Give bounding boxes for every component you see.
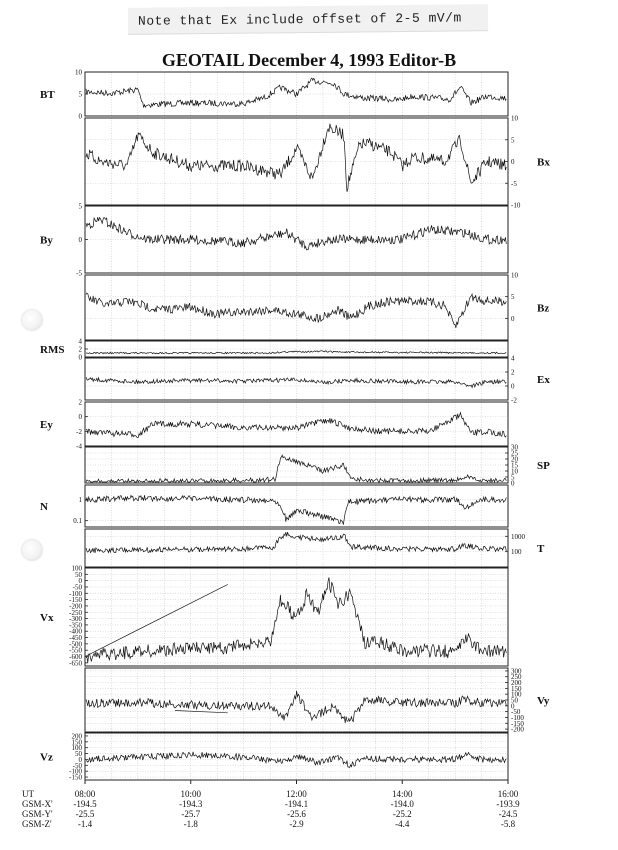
footer-value: -4.4 (395, 819, 410, 829)
panel-bz-label: Bz (537, 302, 550, 315)
panel-vx-series-line (86, 577, 506, 662)
panel-rms-series-line (86, 351, 506, 354)
panel-bt-tick-label: 0 (78, 112, 82, 121)
panel-vx-label: Vx (40, 612, 54, 624)
footer-value: -194.5 (73, 799, 97, 809)
panel-rms-label: RMS (40, 344, 65, 356)
footer-row-label-gsmy: GSM-Y' (22, 809, 53, 819)
footer-value: 08:00 (74, 789, 96, 799)
footer-value: 16:00 (497, 789, 519, 799)
footer-value: -24.5 (498, 809, 518, 819)
panel-bz-tick-label: 5 (511, 293, 515, 302)
panel-vx-tick-label: 0 (78, 577, 82, 586)
panel-vy-tick-label: 150 (511, 684, 522, 693)
footer-value: -1.4 (77, 819, 93, 829)
footer-value: -25.2 (392, 809, 412, 819)
panel-n-tick-label: 1 (78, 496, 82, 505)
footer-value: 14:00 (391, 789, 413, 799)
panel-vx-tick-label: -450 (69, 634, 82, 643)
panel-t-series-line (86, 532, 506, 553)
panel-bx-tick-label: 5 (511, 136, 515, 145)
panel-by-tick-label: 0 (78, 236, 82, 244)
panel-vy-tick-label: 50 (511, 696, 518, 705)
panel-vx-tick-label: -300 (69, 615, 82, 624)
panel-vz-tick-label: 100 (71, 744, 82, 753)
panel-bx-series-line (86, 124, 506, 192)
footer-value: -194.3 (179, 799, 203, 809)
panel-rms-tick-label: 4 (78, 337, 82, 346)
panel-ey-tick-label: -2 (76, 427, 82, 436)
panel-n-tick-label: 0.1 (73, 517, 82, 526)
panel-vy-label: Vy (537, 695, 550, 707)
panel-vz-tick-label: -50 (72, 761, 82, 770)
panel-bz-series-line (86, 293, 506, 328)
panel-bt-series-line (86, 78, 506, 107)
panel-bx-label: Bx (537, 156, 550, 169)
footer-value: 10:00 (180, 789, 202, 799)
panel-vx-tick-label: -150 (69, 596, 82, 605)
panel-sp-tick-label: 0 (511, 479, 515, 488)
panel-vz-tick-label: 50 (75, 750, 82, 759)
panel-by-label: By (40, 234, 53, 247)
panel-by-tick-label: -5 (76, 269, 82, 278)
panel-bx-tick-label: -10 (511, 201, 521, 210)
panel-vz-tick-label: -150 (69, 773, 82, 782)
panel-vx-tick-label: -50 (72, 583, 82, 592)
panel-bt-tick-label: 5 (78, 90, 82, 99)
panel-t-tick-label: 100 (511, 548, 522, 557)
panel-vx-tick-label: -550 (69, 646, 82, 655)
panel-vy-tick-label: 300 (511, 667, 522, 676)
panel-ey-label: Ey (40, 419, 53, 431)
chart-title: GEOTAIL December 4, 1993 Editor-B (161, 50, 457, 70)
panel-vy-tick-label: 0 (511, 702, 515, 711)
panel-vy-tick-label: -100 (511, 713, 524, 722)
offset-note-text: Note that Ex include offset of 2-5 mV/m (137, 10, 462, 29)
panel-t-label: T (537, 543, 545, 555)
footer-value: -25.7 (181, 809, 201, 819)
panel-bx-tick-label: 10 (511, 114, 518, 123)
panel-bz-tick-label: 10 (511, 271, 518, 280)
panel-ex-tick-label: -2 (511, 396, 517, 405)
panel-vz-tick-label: -100 (69, 767, 82, 776)
panel-vz-tick-label: 0 (78, 755, 82, 764)
panel-ex-label: Ex (537, 374, 550, 386)
panel-by-tick-label: 5 (78, 202, 82, 211)
panel-bt-label: BT (40, 89, 55, 101)
panel-vx-tick-label: -350 (69, 621, 82, 630)
panel-vx-tick-label: -100 (69, 589, 82, 598)
panel-by-series-line (86, 217, 506, 250)
panel-ey-tick-label: 2 (78, 398, 82, 407)
panel-ey-tick-label: -4 (76, 442, 82, 451)
panel-vx-tick-label: -400 (69, 627, 82, 636)
panel-sp-tick-label: 5 (511, 473, 515, 482)
panel-sp-label: SP (537, 460, 550, 472)
footer-value: -194.0 (390, 799, 414, 809)
footer-row-label-gsmz: GSM-Z' (22, 819, 52, 829)
footer-value: -194.1 (284, 799, 309, 809)
footer-value: 12:00 (286, 789, 307, 799)
footer-value: -193.9 (496, 799, 520, 809)
panel-rms-tick-label: 0 (78, 353, 82, 362)
panel-bx-tick-label: -5 (511, 179, 517, 188)
panel-vx-tick-label: 100 (71, 564, 82, 573)
panel-vx-overlay-line (85, 584, 228, 656)
panel-rms-tick-label: 2 (78, 345, 82, 354)
panel-vx-tick-label: -200 (69, 602, 82, 611)
panel-vx-tick-label: -500 (69, 640, 82, 649)
footer-value: -1.8 (183, 819, 198, 829)
panel-vy-tick-label: -50 (511, 708, 521, 717)
panel-vy-tick-label: -150 (511, 719, 524, 728)
panel-ey-series-line (86, 413, 506, 438)
footer-value: -25.5 (75, 809, 95, 819)
panel-sp-tick-label: 25 (511, 449, 518, 458)
panel-vz-tick-label: 150 (71, 738, 82, 747)
footer-value: -5.8 (500, 819, 516, 829)
panel-bz-tick-label: 0 (511, 314, 515, 323)
panel-n-label: N (40, 501, 48, 513)
panel-ex-tick-label: 2 (511, 368, 515, 377)
panel-ey-tick-label: 0 (78, 413, 82, 422)
footer-row-label-ut: UT (22, 789, 34, 799)
panel-vz-tick-label: 200 (71, 732, 82, 741)
panel-bt-tick-label: 10 (75, 68, 82, 77)
panel-vx-tick-label: 50 (75, 570, 82, 579)
panel-vy-tick-label: 100 (511, 690, 522, 699)
panel-vz-label: Vz (40, 751, 53, 764)
panel-vy-tick-label: -200 (511, 725, 524, 734)
panel-bx-tick-label: 0 (511, 158, 515, 166)
panel-ex-tick-label: 0 (511, 382, 515, 391)
panel-vx-tick-label: -250 (69, 608, 82, 617)
panel-vy-tick-label: 250 (511, 673, 522, 682)
panel-vy-tick-label: 200 (511, 679, 522, 688)
panel-sp-tick-label: 20 (511, 455, 518, 464)
panel-vx-tick-label: -600 (69, 653, 82, 662)
footer-row-label-gsmx: GSM-X' (22, 799, 53, 809)
panel-sp-tick-label: 30 (511, 443, 518, 452)
panel-vy-series-line (86, 691, 506, 723)
panel-ex-tick-label: 4 (511, 354, 515, 363)
panel-vx-tick-label: -650 (69, 659, 82, 668)
panel-sp-tick-label: 15 (511, 461, 518, 470)
panel-sp-tick-label: 10 (511, 467, 518, 476)
footer-value: -2.9 (289, 819, 304, 829)
footer-value: -25.6 (287, 809, 306, 819)
panel-t-tick-label: 1000 (511, 532, 525, 541)
